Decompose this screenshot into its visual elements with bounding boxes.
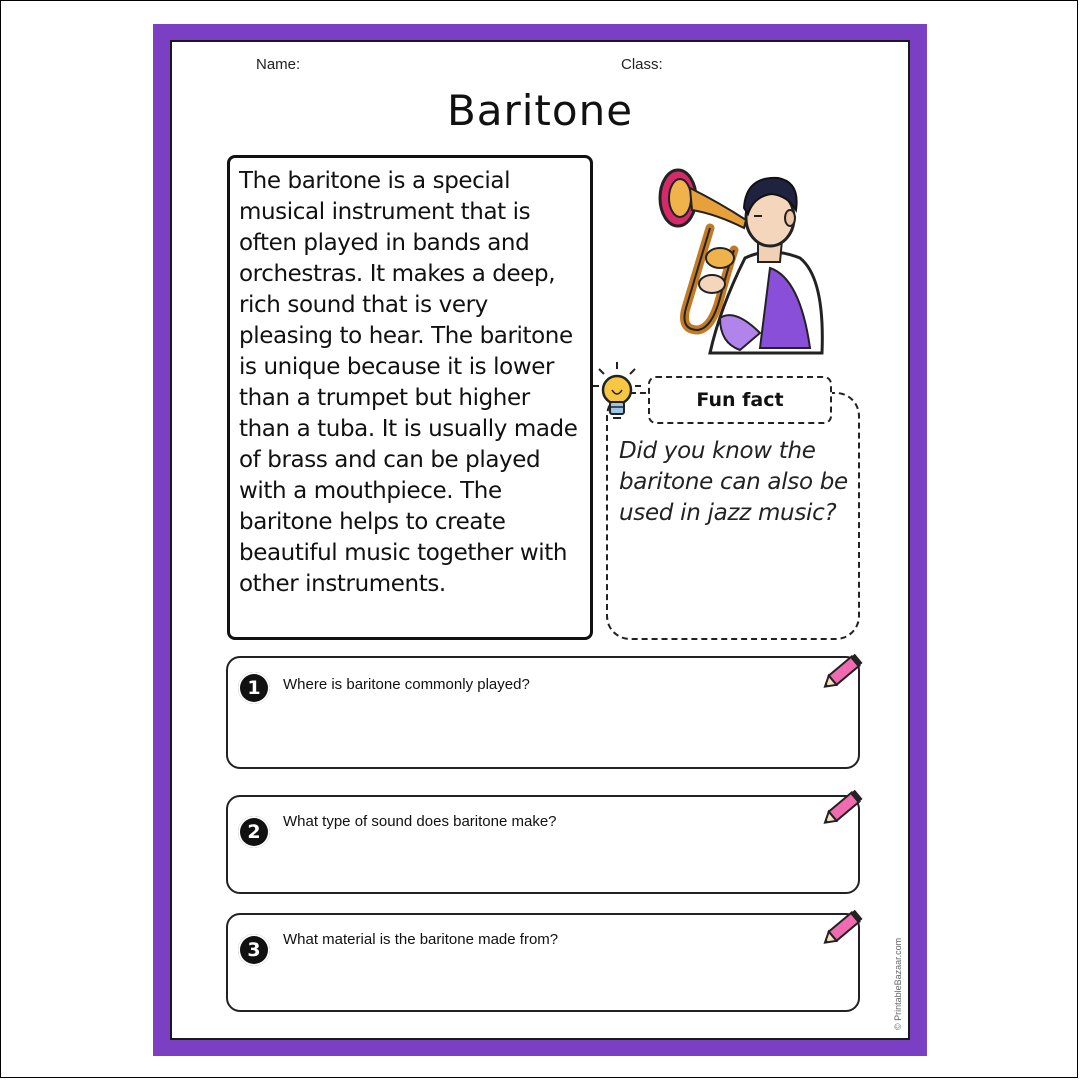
question-box-3[interactable] [226,913,860,1012]
question-number-3: 3 [238,934,270,966]
reading-box [227,155,593,640]
class-label: Class: [621,56,663,73]
page-title: Baritone [446,86,634,135]
question-box-1[interactable] [226,656,860,769]
baritone-player-illustration [650,158,830,358]
watermark: © PrintableBazaar.com [893,937,903,1030]
fun-fact-label: Fun fact [648,376,832,424]
reading-text: The baritone is a special musical instrument that is often played in bands and orchestras. It makes a deep, rich sound that is very pleasing to hear. The baritone is unique because it is lower than a trumpet but higher than a tuba. It is usually made of brass and can be played with a mouthpiece. The baritone helps to create beautiful music together with other instruments. [239,168,578,597]
pencil-icon [818,648,870,696]
fun-fact-text: Did you know the baritone can also be used in jazz music? [619,438,848,526]
question-text-1: Where is baritone commonly played? [283,676,530,693]
name-label: Name: [256,56,301,73]
pencil-icon [818,784,870,832]
question-text-2: What type of sound does baritone make? [283,813,557,830]
lightbulb-icon [592,360,642,422]
question-text-3: What material is the baritone made from? [283,931,559,948]
question-number-2: 2 [238,816,270,848]
question-box-2[interactable] [226,795,860,894]
pencil-icon [818,904,870,952]
question-number-1: 1 [238,672,270,704]
